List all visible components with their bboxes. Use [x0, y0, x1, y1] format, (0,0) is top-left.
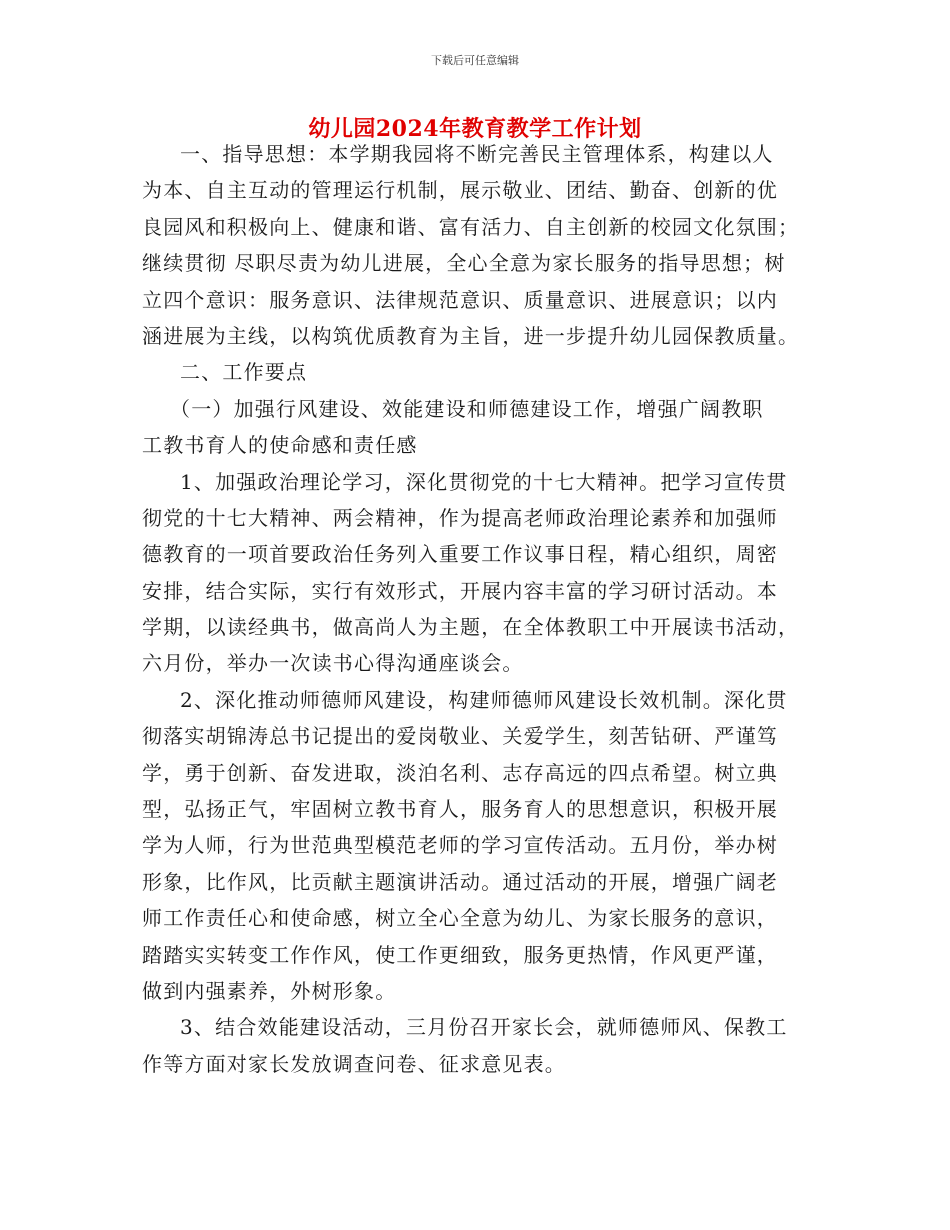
- paragraph-line: 安排，结合实际，实行有效形式，开展内容丰富的学习研讨活动。本: [142, 578, 778, 603]
- paragraph-line: 德教育的一项首要政治任务列入重要工作议事日程，精心组织，周密: [142, 542, 778, 567]
- paragraph-line: 六月份，举办一次读书心得沟通座谈会。: [142, 651, 524, 676]
- section-heading: 二、工作要点: [180, 360, 308, 385]
- paragraph-line: 涵进展为主线，以构筑优质教育为主旨，进一步提升幼儿园保教质量。: [142, 323, 800, 348]
- paragraph-line: 继续贯彻 尽职尽责为幼儿进展，全心全意为家长服务的指导思想；树: [142, 251, 786, 276]
- page-header: 下载后可任意编辑: [431, 54, 519, 67]
- paragraph-line: 学，勇于创新、奋发进取，淡泊名利、志存高远的四点希望。树立典: [142, 760, 778, 785]
- paragraph-line: 师工作责任心和使命感，树立全心全意为幼儿、为家长服务的意识，: [142, 906, 778, 931]
- document-title: 幼儿园2024年教育教学工作计划: [308, 116, 642, 142]
- paragraph-line: 做到内强素养，外树形象。: [142, 978, 397, 1003]
- paragraph-line: 踏踏实实转变工作作风，使工作更细致，服务更热情，作风更严谨，: [142, 942, 778, 967]
- subsection-heading: 工教书育人的使命感和责任感: [142, 433, 418, 458]
- paragraph-line: 学为人师，行为世范典型模范老师的学习宣传活动。五月份，举办树: [142, 833, 778, 858]
- paragraph-line: 学期，以读经典书，做高尚人为主题，在全体教职工中开展读书活动，: [142, 615, 800, 640]
- subsection-heading: （一）加强行风建设、效能建设和师德建设工作，增强广阔教职: [170, 396, 764, 421]
- paragraph-line: 2、深化推动师德师风建设，构建师德师风建设长效机制。深化贯: [180, 687, 788, 712]
- paragraph-line: 立四个意识：服务意识、法律规范意识、质量意识、进展意识；以内: [142, 287, 778, 312]
- paragraph-line: 1、加强政治理论学习，深化贯彻党的十七大精神。把学习宣传贯: [180, 469, 788, 494]
- paragraph-line: 良园风和积极向上、健康和谐、富有活力、自主创新的校园文化氛围；: [142, 214, 800, 239]
- paragraph-line: 型，弘扬正气，牢固树立教书育人，服务育人的思想意识，积极开展: [142, 797, 778, 822]
- paragraph-line: 形象，比作风，比贡献主题演讲活动。通过活动的开展，增强广阔老: [142, 869, 778, 894]
- paragraph-line: 作等方面对家长发放调查问卷、征求意见表。: [142, 1051, 566, 1076]
- document-body: [142, 136, 812, 1082]
- paragraph-line: 3、结合效能建设活动，三月份召开家长会，就师德师风、保教工: [180, 1015, 788, 1040]
- paragraph-line: 一、指导思想：本学期我园将不断完善民主管理体系，构建以人: [180, 142, 774, 166]
- paragraph-line: 为本、自主互动的管理运行机制，展示敬业、团结、勤奋、创新的优: [142, 178, 778, 203]
- paragraph-line: 彻党的十七大精神、两会精神，作为提高老师政治理论素养和加强师: [142, 505, 778, 530]
- paragraph-line: 彻落实胡锦涛总书记提出的爱岗敬业、关爱学生，刻苦钻研、严谨笃: [142, 724, 778, 749]
